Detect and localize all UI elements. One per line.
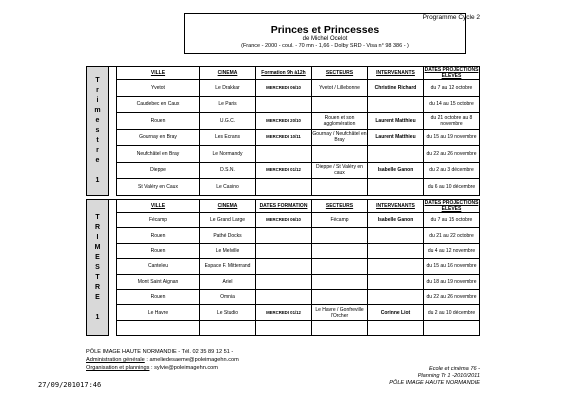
table-cell: Fécamp [117, 213, 200, 228]
table-cell: Rouen [117, 289, 200, 304]
table-cell [368, 146, 424, 163]
table-cell [256, 289, 312, 304]
table-cell: du 21 octobre au 8 novembre [424, 113, 480, 130]
column-header: DATES FORMATION [256, 200, 312, 213]
table-cell: Yvetot / Lillebonne [312, 80, 368, 97]
table-cell: Le Havre [117, 305, 200, 320]
table-cell [312, 96, 368, 113]
programme-label: Programme Cycle 2 [422, 14, 480, 21]
table-cell: du 22 au 26 novembre [424, 146, 480, 163]
table-row [87, 80, 480, 97]
table-cell: Canteleu [117, 259, 200, 274]
table-row [87, 113, 480, 130]
orga-label: Organisation et plannings [86, 365, 150, 371]
trimestre-label: T R I M E S T R E 1 [87, 200, 109, 336]
table-cell [368, 320, 424, 335]
table-cell: du 7 au 15 octobre [424, 213, 480, 228]
table-cell: du 22 au 26 novembre [424, 289, 480, 304]
table-cell [368, 243, 424, 258]
table-cell [368, 179, 424, 196]
footer-contact [86, 348, 239, 372]
table-cell [256, 259, 312, 274]
table-row [87, 162, 480, 179]
table-row [87, 228, 480, 243]
column-header: Formation 9h à12h [256, 67, 312, 80]
film-header [184, 13, 466, 54]
table-cell: MERCREDI 20/10 [256, 113, 312, 130]
table-cell: Gournay / Neufchâtel en Bray [312, 129, 368, 146]
table-cell: du 6 au 10 décembre [424, 179, 480, 196]
spacer-column [109, 200, 117, 336]
table-cell: Dieppe / St Valéry en caux [312, 162, 368, 179]
table-cell: Pathé Docks [200, 228, 256, 243]
table-cell: du 2 au 10 décembre [424, 305, 480, 320]
table-row [87, 96, 480, 113]
table-cell: Le Normandy [200, 146, 256, 163]
film-details: (France - 2000 - coul. - 70 mn - 1,66 - Dolby SRD - Visa n° 98 386 - ) [241, 43, 409, 49]
print-timestamp: 27/09/201017:46 [38, 381, 102, 389]
footer-right-line1: Ecole et cinéma 76 - [429, 366, 480, 372]
column-header: VILLE [117, 67, 200, 80]
table-row [87, 179, 480, 196]
trimestre-table-1 [86, 66, 480, 196]
table-cell: Rouen et son agglomération [312, 113, 368, 130]
table-cell [256, 96, 312, 113]
table-cell [200, 320, 256, 335]
table-cell: Le Paris [200, 96, 256, 113]
table-cell: MERCREDI 06/10 [256, 80, 312, 97]
table-cell: du 4 au 12 novembre [424, 243, 480, 258]
table-row [87, 259, 480, 274]
table-cell: Fécamp [312, 213, 368, 228]
table-cell: MERCREDI 01/12 [256, 305, 312, 320]
table-cell: Yvetot [117, 80, 200, 97]
table-cell: D.S.N. [200, 162, 256, 179]
footer-planning [389, 366, 480, 387]
orga-email[interactable]: : sylvie@poleimagehn.com [149, 365, 218, 371]
film-author: de Michel Ocelot [302, 36, 348, 42]
table-row [87, 146, 480, 163]
table-cell: Christine Richard [368, 80, 424, 97]
table-cell: Rouen [117, 113, 200, 130]
table-cell [368, 274, 424, 289]
column-header: CINEMA [200, 200, 256, 213]
table-row [87, 243, 480, 258]
table-cell: Ariel [200, 274, 256, 289]
table-cell: Laurent Matthieu [368, 129, 424, 146]
table-cell: MERCREDI 01/12 [256, 162, 312, 179]
table-cell [312, 146, 368, 163]
table-cell: Mont Saint Aignan [117, 274, 200, 289]
table-cell: du 21 au 22 octobre [424, 228, 480, 243]
table-cell [368, 96, 424, 113]
table-cell: Le Studio [200, 305, 256, 320]
trimestre-table-2 [86, 199, 480, 336]
table-cell: Rouen [117, 228, 200, 243]
table-cell: Omnia [200, 289, 256, 304]
table-cell [256, 146, 312, 163]
table-row [87, 213, 480, 228]
table-row [87, 305, 480, 320]
table-cell: du 2 au 3 décembre [424, 162, 480, 179]
table-cell [256, 228, 312, 243]
table-cell: Dieppe [117, 162, 200, 179]
table-cell: MERCREDI 06/10 [256, 213, 312, 228]
table-cell [424, 320, 480, 335]
table-cell [256, 320, 312, 335]
table-cell [256, 274, 312, 289]
footer-right-line2: Planning Tr 1 -2010/2011 [417, 373, 480, 379]
table-cell [312, 320, 368, 335]
table-cell [256, 179, 312, 196]
table-cell: Neufchâtel en Bray [117, 146, 200, 163]
spacer-column [109, 67, 117, 196]
film-title: Princes et Princesses [270, 24, 380, 36]
trimestre-label: T r i m e s t r e 1 [87, 67, 109, 196]
table-cell: du 15 au 16 novembre [424, 259, 480, 274]
table-cell [368, 259, 424, 274]
table-row [87, 129, 480, 146]
table-cell: du 14 au 15 octobre [424, 96, 480, 113]
table-cell: Rouen [117, 243, 200, 258]
table-cell: Laurent Matthieu [368, 113, 424, 130]
column-header: INTERVENANTS [368, 200, 424, 213]
table-cell: du 7 au 12 octobre [424, 80, 480, 97]
table-cell [117, 320, 200, 335]
table-cell: Le Havre / Gonfreville l'Orcher [312, 305, 368, 320]
column-header: SECTEURS [312, 200, 368, 213]
table-cell [312, 289, 368, 304]
column-header: CINEMA [200, 67, 256, 80]
table-cell: Caudebec en Caux [117, 96, 200, 113]
column-header: DATES PROJECTIONS ELEVES [424, 200, 479, 212]
table-cell [312, 228, 368, 243]
table-cell: U.G.C. [200, 113, 256, 130]
admin-label: Administration générale [86, 357, 145, 363]
table-cell: Gournay en Bray [117, 129, 200, 146]
table-cell [256, 243, 312, 258]
table-row [87, 320, 480, 335]
column-header: SECTEURS [312, 67, 368, 80]
table-cell: du 18 au 19 novembre [424, 274, 480, 289]
table-cell [312, 179, 368, 196]
column-header: DATES PROJECTIONS ELEVES [424, 67, 479, 79]
table-cell: Espace F. Mitterrand [200, 259, 256, 274]
table-cell: Isabelle Ganon [368, 213, 424, 228]
table-cell: St Valéry en Caux [117, 179, 200, 196]
footer-org: PÔLE IMAGE HAUTE NORMANDIE - Tél. 02 35 89 12 51 - [86, 349, 234, 355]
table-cell: MERCREDI 10/11 [256, 129, 312, 146]
admin-email[interactable]: : ameliedesaeme@poleimagehn.com [144, 357, 239, 363]
table-cell [368, 289, 424, 304]
table-cell [368, 228, 424, 243]
table-cell: Corinne Liot [368, 305, 424, 320]
table-cell: Les Ecrans [200, 129, 256, 146]
table-cell: Le Drakkar [200, 80, 256, 97]
table-cell: du 15 au 19 novembre [424, 129, 480, 146]
footer-right-line3: PÔLE IMAGE HAUTE NORMANDIE [389, 380, 480, 386]
table-cell: Le Grand Large [200, 213, 256, 228]
table-cell: Le Melville [200, 243, 256, 258]
table-cell [312, 259, 368, 274]
table-cell [312, 274, 368, 289]
table-row [87, 274, 480, 289]
column-header: VILLE [117, 200, 200, 213]
column-header: INTERVENANTS [368, 67, 424, 80]
table-row [87, 289, 480, 304]
table-cell [312, 243, 368, 258]
table-cell: Le Casino [200, 179, 256, 196]
table-cell: Isabelle Ganon [368, 162, 424, 179]
